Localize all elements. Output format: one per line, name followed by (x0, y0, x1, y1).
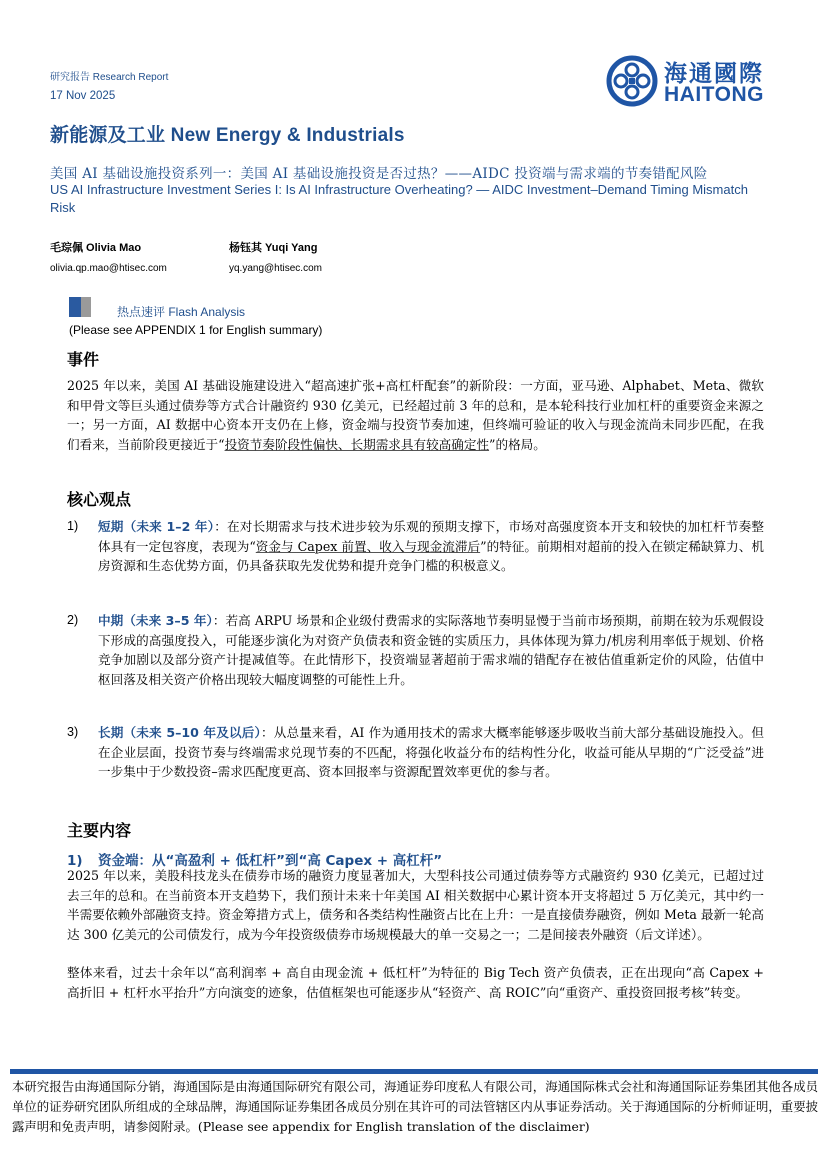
item-number: 2) (67, 613, 79, 627)
core-view-lead: 短期（未来 1–2 年） (98, 519, 215, 534)
appendix-note: (Please see APPENDIX 1 for English summary) (69, 323, 323, 337)
main-paragraph-2: 整体来看，过去十余年以“高利润率 + 高自由现金流 + 低杠杆”为特征的 Big Tech 资产负债表，正在出现向“高 Capex + 高折旧 + 杠杆水平抬升”方向演变的迹象，估值框架也可能逐步从“轻资产、高 ROIC”向“重资产、重投资回报考核”转变。 (67, 965, 764, 1000)
author-name: 毛琮佩 Olivia Mao (50, 242, 142, 254)
section-heading-event: 事件 (67, 350, 100, 369)
core-view-lead: 中期（未来 3–5 年） (98, 613, 213, 628)
logo-text-cn: 海通國際 (664, 61, 764, 87)
flash-analysis-label: 热点速评 Flash Analysis (117, 305, 246, 319)
author-name: 杨钰其 Yuqi Yang (229, 242, 318, 254)
core-view-lead: 长期（未来 5–10 年及以后） (98, 725, 261, 740)
sector-title: 新能源及工业 New Energy & Industrials (50, 125, 405, 146)
core-view-text: 短期（未来 1–2 年）：在对长期需求与技术进步较为乐观的预期支撑下，市场对高强度资本开支和较快的加杠杆节奏整体具有一定包容度，表现为“资金与 Capex 前置、收入与现金流滞后”的特征。前期相对超前的投入在锁定稀缺算力、机房资源和生态优势方面，仍具备获取先发优势和提升竞争门槛的积极意义。 (98, 519, 764, 573)
report-title-en: US AI Infrastructure Investment Series I: Is AI Infrastructure Overheating? — AIDC Investment–Demand Timing Mismatch Risk (50, 182, 748, 215)
report-date: 17 Nov 2025 (50, 90, 116, 102)
main-paragraph-1: 2025 年以来，美股科技龙头在债券市场的融资力度显著加大，大型科技公司通过债券等方式融资约 930 亿美元，已超过过去三年的总和。在当前资本开支趋势下，我们预计未来十年美国 AI 相关数据中心累计资本开支将超过 5 万亿美元，其中约一半需要依赖外部融资支持。资金筹措方式上，债务和各类结构性融资占比在上升：一是直接债券融资，例如 Meta 最新一轮高达 300 亿美元的公司债发行，成为今年投资级债券市场规模最大的单一交易之一；二是间接表外融资（后文详述）。 (67, 868, 764, 942)
section-heading-main-content: 主要内容 (67, 821, 132, 840)
item-number: 3) (67, 725, 79, 739)
report-title-cn: 美国 AI 基础设施投资系列一：美国 AI 基础设施投资是否过热？——AIDC 投资端与需求端的节奏错配风险 (50, 166, 708, 182)
event-highlight: 投资节奏阶段性偏快、长期需求具有较高确定性 (224, 436, 490, 452)
author-email[interactable]: yq.yang@htisec.com (229, 263, 322, 274)
item-number: 1) (67, 519, 79, 533)
author-email[interactable]: olivia.qp.mao@htisec.com (50, 263, 167, 274)
footer-divider (10, 1069, 818, 1074)
flash-analysis-marker-icon (69, 297, 91, 317)
disclaimer-text: 本研究报告由海通国际分销，海通国际是由海通国际研究有限公司，海通证券印度私人有限公司，海通国际株式会社和海通国际证券集团其他各成员单位的证券研究团队所组成的全球品牌，海通国际证券集团各成员分别在其许可的司法管辖区内从事证券活动。关于海通国际的分析师证明，重要披露声明和免责声明，请参阅附录。(Please see appendix for English translation of the disclaimer) (12, 1079, 818, 1134)
core-view-text: 中期（未来 3–5 年）：若高 ARPU 场景和企业级付费需求的实际落地节奏明显慢于当前市场预期，前期在较为乐观假设下形成的高强度投入，可能逐步演化为对资产负债表和资金链的实质压力，具体体现为算力/机房利用率低于规划、价格竞争加剧以及部分资产计提减值等。在此情形下，投资端显著超前于需求端的错配存在被估值重新定价的风险，估值中枢回落及相关资产价格出现较大幅度调整的可能性上升。 (98, 613, 764, 687)
report-type: 研究报告 Research Report (50, 72, 169, 83)
haitong-logo (606, 55, 771, 107)
section-heading-core-views: 核心观点 (67, 490, 132, 509)
haitong-logo-icon (606, 55, 658, 107)
core-view-text: 长期（未来 5–10 年及以后）：从总量来看，AI 作为通用技术的需求大概率能够逐步吸收当前大部分基础设施投入。但在企业层面，投资节奏与终端需求兑现节奏的不匹配，将强化收益分布的结构性分化，收益可能从早期的“广泛受益”进一步集中于少数投资–需求匹配度更高、资本回报率与资源配置效率更优的参与者。 (98, 725, 764, 779)
subsection-heading: 1) 资金端：从“高盈利 + 低杠杆”到“高 Capex + 高杠杆” (67, 853, 443, 869)
event-paragraph: 2025 年以来，美国 AI 基础设施建设进入“超高速扩张+高杠杆配套”的新阶段：一方面，亚马逊、Alphabet、Meta、微软和甲骨文等巨头通过债券等方式合计融资约 930 亿美元，已经超过前 3 年的总和，是本轮科技行业加杠杆的重要资金来源之一；另一方面，AI 数据中心资本开支仍在上修，资金端与投资节奏加速，但终端可验证的收入与现金流尚未同步匹配，在我们看来，当前阶段更接近于“投资节奏阶段性偏快、长期需求具有较高确定性”的格局。 (67, 378, 764, 452)
logo-text-en: HAITONG (664, 83, 764, 106)
